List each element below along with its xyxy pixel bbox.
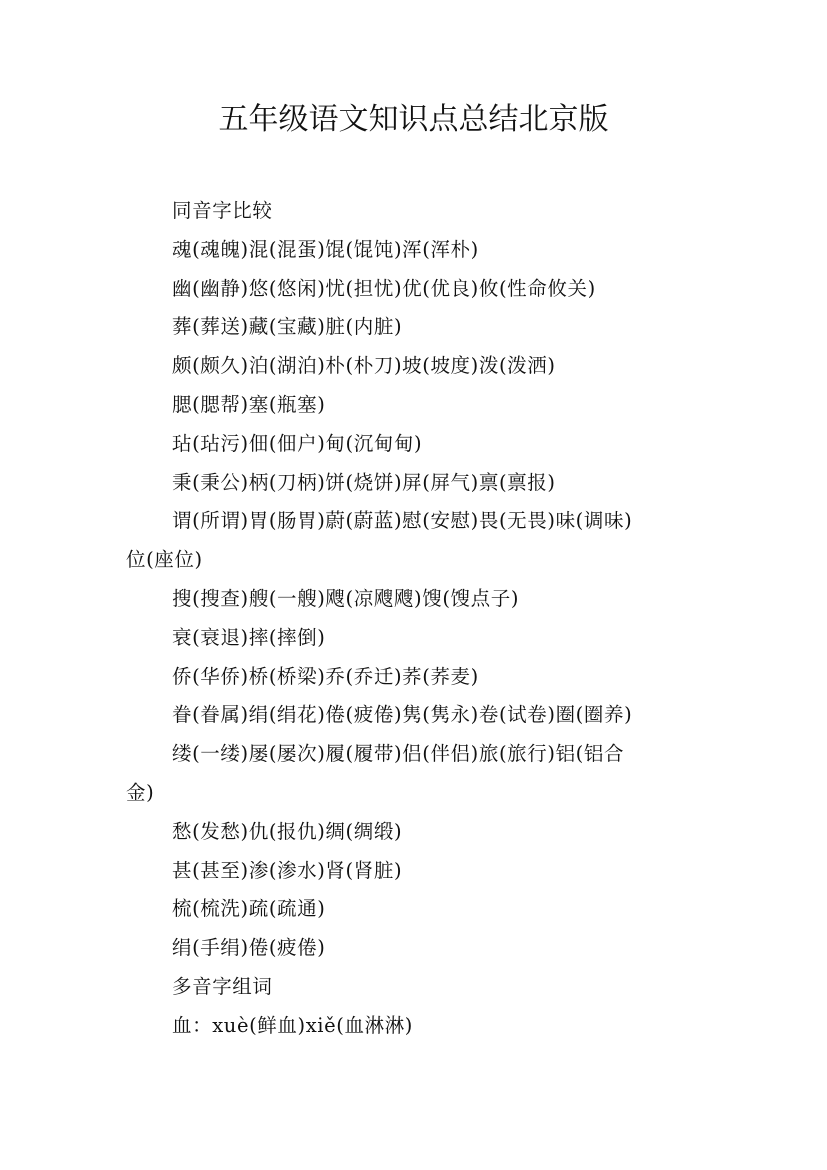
text-line: 幽(幽静)悠(悠闲)忧(担忧)优(优良)攸(性命攸关): [172, 276, 596, 300]
text-line: 绢(手绢)倦(疲倦): [172, 936, 326, 960]
text-line: 秉(秉公)柄(刀柄)饼(烧饼)屏(屏气)禀(禀报): [172, 470, 556, 494]
section-heading: 多音字组词: [172, 974, 273, 998]
text-line-continuation: 位(座位): [126, 548, 203, 572]
text-line: 同音字比较: [172, 199, 273, 222]
text-line: 搜(搜查)艘(一艘)飕(凉飕飕)馊(馊点子): [172, 586, 520, 610]
document-title: 五年级语文知识点总结北京版: [218, 102, 609, 137]
text-line: 腮(腮帮)塞(瓶塞): [172, 392, 326, 416]
text-line: 魂(魂魄)混(混蛋)馄(馄饨)浑(浑朴): [172, 237, 479, 261]
text-line: 衰(衰退)摔(摔倒): [172, 625, 326, 649]
text-line-continuation: 金): [126, 780, 155, 804]
text-line: 葬(葬送)藏(宝藏)脏(内脏): [172, 315, 403, 339]
text-line: 缕(一缕)屡(屡次)履(履带)侣(伴侣)旅(旅行)铝(铝合: [172, 742, 625, 766]
text-line: 玷(玷污)佃(佃户)甸(沉甸甸): [172, 431, 423, 455]
text-line: 血：xuè(鲜血)xiě(血淋淋): [172, 1013, 414, 1037]
text-line: 颇(颇久)泊(湖泊)朴(朴刀)坡(坡度)泼(泼洒): [172, 354, 556, 378]
text-line: 甚(甚至)渗(渗水)肾(肾脏): [172, 858, 403, 882]
document-body: [126, 192, 716, 1046]
text-line: 梳(梳洗)疏(疏通): [172, 897, 326, 921]
text-line: 侨(华侨)桥(桥梁)乔(乔迁)荞(荞麦): [172, 664, 479, 688]
text-line: 愁(发愁)仇(报仇)绸(绸缎): [172, 819, 403, 843]
text-line: 眷(眷属)绢(绢花)倦(疲倦)隽(隽永)卷(试卷)圈(圈养): [172, 703, 633, 727]
text-line: 谓(所谓)胃(肠胃)蔚(蔚蓝)慰(安慰)畏(无畏)味(调味): [172, 509, 633, 533]
